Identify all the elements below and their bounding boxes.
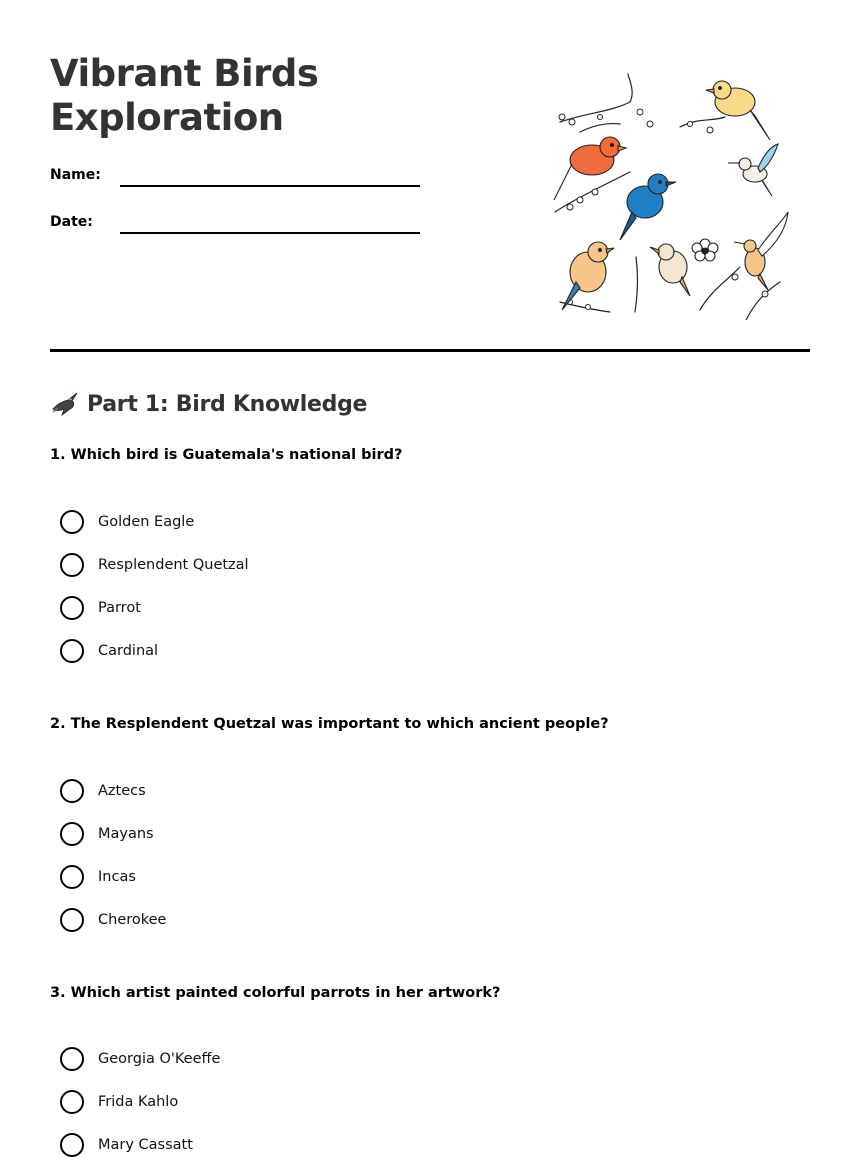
option-label: Frida Kahlo bbox=[98, 1094, 179, 1110]
bird-icon bbox=[50, 389, 80, 419]
option-cardinal[interactable] bbox=[60, 638, 158, 664]
date-field[interactable] bbox=[50, 213, 430, 237]
radio-button[interactable] bbox=[60, 639, 84, 663]
radio-button[interactable] bbox=[60, 510, 84, 534]
radio-button[interactable] bbox=[60, 779, 84, 803]
radio-button[interactable] bbox=[60, 596, 84, 620]
date-line[interactable] bbox=[120, 232, 420, 234]
option-label: Cardinal bbox=[98, 643, 159, 659]
option-mary-cassatt[interactable] bbox=[60, 1132, 193, 1158]
option-label: Parrot bbox=[98, 600, 141, 616]
option-frida-kahlo[interactable] bbox=[60, 1089, 178, 1115]
birds-illustration bbox=[550, 72, 790, 320]
header-divider bbox=[50, 349, 810, 352]
radio-button[interactable] bbox=[60, 1090, 84, 1114]
radio-button[interactable] bbox=[60, 1047, 84, 1071]
option-golden-eagle[interactable] bbox=[60, 509, 194, 535]
option-label: Mary Cassatt bbox=[98, 1137, 193, 1153]
question-text: 3. Which artist painted colorful parrots in her artwork? bbox=[50, 985, 501, 1001]
option-georgia-okeeffe[interactable] bbox=[60, 1046, 220, 1072]
name-line[interactable] bbox=[120, 185, 420, 187]
option-cherokee[interactable] bbox=[60, 907, 166, 933]
option-mayans[interactable] bbox=[60, 821, 154, 847]
radio-button[interactable] bbox=[60, 908, 84, 932]
option-aztecs[interactable] bbox=[60, 778, 146, 804]
option-resplendent-quetzal[interactable] bbox=[60, 552, 249, 578]
option-label: Golden Eagle bbox=[98, 514, 195, 530]
option-label: Resplendent Quetzal bbox=[98, 557, 249, 573]
name-label: Name: bbox=[50, 167, 101, 183]
option-label: Mayans bbox=[98, 826, 154, 842]
date-label: Date: bbox=[50, 214, 93, 230]
worksheet-page bbox=[50, 0, 810, 1161]
option-parrot[interactable] bbox=[60, 595, 141, 621]
radio-button[interactable] bbox=[60, 553, 84, 577]
option-label: Incas bbox=[98, 869, 136, 885]
worksheet-title: Vibrant Birds Exploration bbox=[50, 52, 319, 139]
option-label: Cherokee bbox=[98, 912, 167, 928]
question-text: 2. The Resplendent Quetzal was important to which ancient people? bbox=[50, 716, 609, 732]
name-field[interactable] bbox=[50, 166, 430, 190]
option-label: Aztecs bbox=[98, 783, 146, 799]
option-label: Georgia O'Keeffe bbox=[98, 1051, 221, 1067]
radio-button[interactable] bbox=[60, 1133, 84, 1157]
option-incas[interactable] bbox=[60, 864, 136, 890]
section-heading bbox=[50, 388, 367, 420]
radio-button[interactable] bbox=[60, 822, 84, 846]
question-text: 1. Which bird is Guatemala's national bird? bbox=[50, 447, 403, 463]
section-title: Part 1: Bird Knowledge bbox=[87, 391, 368, 417]
radio-button[interactable] bbox=[60, 865, 84, 889]
